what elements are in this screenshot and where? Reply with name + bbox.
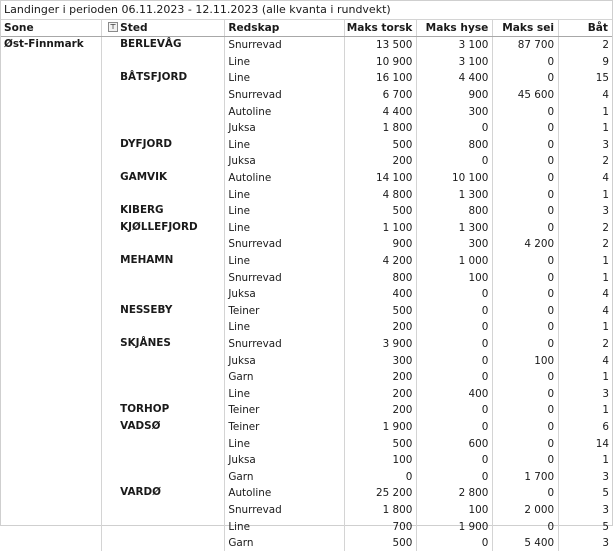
bat-cell: 4 [559,303,612,320]
maks-sei-cell: 0 [493,54,559,71]
table-row [1,54,612,71]
zone-cell [1,303,102,320]
maks-hyse-cell: 1 300 [417,186,493,203]
maks-hyse-cell: 0 [417,402,493,419]
maks-torsk-cell: 200 [345,319,417,336]
zone-cell [1,452,102,469]
bat-cell: 1 [559,253,612,270]
maks-torsk-cell: 200 [345,402,417,419]
table-row [1,502,612,519]
sted-cell: VARDØ [102,485,225,502]
zone-cell [1,87,102,104]
sted-cell [102,120,225,137]
bat-cell: 4 [559,170,612,187]
maks-sei-cell: 4 200 [493,236,559,253]
table-row [1,70,612,87]
maks-torsk-cell: 10 900 [345,54,417,71]
maks-hyse-cell: 0 [417,452,493,469]
header-sted [102,20,225,37]
maks-torsk-cell: 6 700 [345,87,417,104]
redskap-cell: Teiner [225,402,345,419]
sted-cell [102,319,225,336]
sted-cell: BERLEVÅG [102,37,225,54]
table-row [1,269,612,286]
table-row [1,186,612,203]
zone-cell [1,153,102,170]
redskap-cell: Garn [225,468,345,485]
maks-sei-cell: 45 600 [493,87,559,104]
redskap-cell: Snurrevad [225,236,345,253]
maks-hyse-cell: 0 [417,120,493,137]
maks-sei-cell: 0 [493,319,559,336]
redskap-cell: Snurrevad [225,37,345,54]
redskap-cell: Snurrevad [225,269,345,286]
table-row [1,468,612,485]
sted-cell: GAMVIK [102,170,225,187]
bat-cell: 3 [559,385,612,402]
zone-cell [1,319,102,336]
maks-hyse-cell: 600 [417,435,493,452]
maks-sei-cell: 0 [493,485,559,502]
sted-cell [102,87,225,104]
maks-sei-cell: 0 [493,286,559,303]
maks-hyse-cell: 300 [417,103,493,120]
sted-cell [102,435,225,452]
maks-sei-cell: 0 [493,120,559,137]
maks-torsk-cell: 1 800 [345,120,417,137]
maks-hyse-cell: 800 [417,203,493,220]
maks-torsk-cell: 1 100 [345,220,417,237]
zone-cell [1,502,102,519]
maks-hyse-cell: 0 [417,336,493,353]
table-row [1,369,612,386]
maks-hyse-cell: 0 [417,369,493,386]
table-row [1,435,612,452]
table-row [1,170,612,187]
bat-cell: 3 [559,203,612,220]
table-row [1,103,612,120]
sted-cell [102,385,225,402]
maks-sei-cell: 0 [493,186,559,203]
maks-hyse-cell: 1 900 [417,518,493,535]
maks-sei-cell: 0 [493,419,559,436]
zone-cell [1,385,102,402]
maks-sei-cell: 0 [493,435,559,452]
maks-torsk-cell: 1 800 [345,502,417,519]
table-row [1,203,612,220]
bat-cell: 2 [559,37,612,54]
redskap-cell: Juksa [225,452,345,469]
maks-hyse-cell: 0 [417,319,493,336]
bat-cell: 3 [559,535,612,551]
sted-cell: TORHOP [102,402,225,419]
zone-cell [1,269,102,286]
redskap-cell: Line [225,253,345,270]
redskap-cell: Line [225,54,345,71]
bat-cell: 1 [559,452,612,469]
redskap-cell: Garn [225,369,345,386]
table-row [1,220,612,237]
bat-cell: 1 [559,269,612,286]
maks-sei-cell: 0 [493,336,559,353]
zone-cell [1,435,102,452]
redskap-cell: Juksa [225,153,345,170]
table-row [1,137,612,154]
bat-cell: 1 [559,103,612,120]
maks-torsk-cell: 4 200 [345,253,417,270]
redskap-cell: Autoline [225,170,345,187]
table-row [1,535,612,551]
header-sted-label: Sted [120,22,147,34]
redskap-cell: Line [225,186,345,203]
zone-cell [1,236,102,253]
sted-cell [102,468,225,485]
redskap-cell: Snurrevad [225,336,345,353]
maks-sei-cell: 0 [493,70,559,87]
maks-torsk-cell: 800 [345,269,417,286]
table-row [1,236,612,253]
redskap-cell: Snurrevad [225,502,345,519]
maks-sei-cell: 0 [493,402,559,419]
maks-hyse-cell: 100 [417,502,493,519]
sted-cell [102,269,225,286]
maks-hyse-cell: 100 [417,269,493,286]
report-title: Landinger i perioden 06.11.2023 - 12.11.2023 (alle kvanta i rundvekt) [1,1,612,20]
maks-sei-cell: 0 [493,303,559,320]
bat-cell: 4 [559,286,612,303]
maks-sei-cell: 0 [493,385,559,402]
bat-cell: 6 [559,419,612,436]
bat-cell: 14 [559,435,612,452]
table-row [1,419,612,436]
header-maks-sei: Maks sei [493,20,559,37]
redskap-cell: Line [225,203,345,220]
bat-cell: 15 [559,70,612,87]
redskap-cell: Juksa [225,352,345,369]
sted-cell: NESSEBY [102,303,225,320]
maks-hyse-cell: 0 [417,419,493,436]
maks-sei-cell: 87 700 [493,37,559,54]
maks-hyse-cell: 300 [417,236,493,253]
zone-cell [1,535,102,551]
header-maks-hyse: Maks hyse [417,20,493,37]
filter-icon[interactable]: ⊤ [108,22,118,32]
redskap-cell: Line [225,137,345,154]
maks-torsk-cell: 500 [345,303,417,320]
redskap-cell: Snurrevad [225,87,345,104]
zone-cell [1,103,102,120]
bat-cell: 2 [559,336,612,353]
redskap-cell: Line [225,70,345,87]
sted-cell [102,452,225,469]
sted-cell [102,535,225,551]
maks-hyse-cell: 0 [417,153,493,170]
table-row [1,153,612,170]
zone-cell [1,70,102,87]
bat-cell: 3 [559,137,612,154]
redskap-cell: Line [225,319,345,336]
maks-torsk-cell: 16 100 [345,70,417,87]
redskap-cell: Teiner [225,303,345,320]
bat-cell: 4 [559,352,612,369]
header-bat: Båt [559,20,612,37]
sted-cell: VADSØ [102,419,225,436]
zone-cell [1,253,102,270]
header-maks-torsk: Maks torsk [345,20,417,37]
maks-torsk-cell: 500 [345,203,417,220]
zone-cell [1,137,102,154]
zone-cell [1,518,102,535]
maks-torsk-cell: 25 200 [345,485,417,502]
sted-cell [102,502,225,519]
table-row [1,319,612,336]
table-row [1,37,612,54]
maks-hyse-cell: 2 800 [417,485,493,502]
redskap-cell: Line [225,518,345,535]
sted-cell: KIBERG [102,203,225,220]
maks-torsk-cell: 13 500 [345,37,417,54]
redskap-cell: Line [225,385,345,402]
maks-torsk-cell: 200 [345,153,417,170]
maks-torsk-cell: 14 100 [345,170,417,187]
maks-hyse-cell: 800 [417,137,493,154]
maks-torsk-cell: 400 [345,286,417,303]
zone-cell [1,468,102,485]
redskap-cell: Line [225,220,345,237]
zone-cell [1,419,102,436]
header-redskap: Redskap [225,20,345,37]
maks-hyse-cell: 3 100 [417,54,493,71]
maks-hyse-cell: 1 000 [417,253,493,270]
maks-hyse-cell: 0 [417,468,493,485]
table-row [1,253,612,270]
redskap-cell: Juksa [225,120,345,137]
maks-torsk-cell: 3 900 [345,336,417,353]
maks-hyse-cell: 0 [417,286,493,303]
bat-cell: 1 [559,319,612,336]
bat-cell: 2 [559,220,612,237]
table-row [1,336,612,353]
redskap-cell: Garn [225,535,345,551]
table-row [1,352,612,369]
maks-torsk-cell: 1 900 [345,419,417,436]
table-row [1,87,612,104]
bat-cell: 2 [559,236,612,253]
bat-cell: 4 [559,87,612,104]
sted-cell [102,352,225,369]
maks-hyse-cell: 400 [417,385,493,402]
maks-torsk-cell: 0 [345,468,417,485]
maks-torsk-cell: 500 [345,137,417,154]
zone-cell [1,485,102,502]
table-row [1,485,612,502]
sted-cell [102,518,225,535]
sted-cell: BÅTSFJORD [102,70,225,87]
zone-cell [1,170,102,187]
sted-cell [102,236,225,253]
maks-sei-cell: 100 [493,352,559,369]
maks-torsk-cell: 100 [345,452,417,469]
bat-cell: 9 [559,54,612,71]
landings-table [1,20,612,551]
bat-cell: 5 [559,518,612,535]
header-sone: Sone [1,20,102,37]
zone-cell [1,336,102,353]
table-row [1,286,612,303]
bat-cell: 1 [559,120,612,137]
table-row [1,452,612,469]
sted-cell [102,369,225,386]
maks-torsk-cell: 900 [345,236,417,253]
maks-hyse-cell: 1 300 [417,220,493,237]
maks-sei-cell: 1 700 [493,468,559,485]
zone-cell [1,286,102,303]
zone-cell [1,54,102,71]
maks-hyse-cell: 3 100 [417,37,493,54]
bat-cell: 1 [559,186,612,203]
maks-torsk-cell: 300 [345,352,417,369]
maks-hyse-cell: 0 [417,303,493,320]
maks-hyse-cell: 10 100 [417,170,493,187]
maks-sei-cell: 0 [493,452,559,469]
zone-cell: Øst-Finnmark [1,37,102,54]
zone-cell [1,120,102,137]
maks-sei-cell: 0 [493,369,559,386]
maks-sei-cell: 0 [493,170,559,187]
table-row [1,120,612,137]
zone-cell [1,352,102,369]
zone-cell [1,369,102,386]
sted-cell [102,54,225,71]
maks-torsk-cell: 500 [345,435,417,452]
maks-torsk-cell: 700 [345,518,417,535]
maks-sei-cell: 0 [493,137,559,154]
maks-torsk-cell: 200 [345,385,417,402]
maks-torsk-cell: 4 400 [345,103,417,120]
table-row [1,385,612,402]
sted-cell [102,103,225,120]
maks-hyse-cell: 4 400 [417,70,493,87]
table-body [1,37,612,551]
zone-cell [1,203,102,220]
sted-cell: DYFJORD [102,137,225,154]
maks-torsk-cell: 200 [345,369,417,386]
maks-sei-cell: 0 [493,103,559,120]
redskap-cell: Line [225,435,345,452]
table-row [1,303,612,320]
maks-hyse-cell: 0 [417,535,493,551]
maks-hyse-cell: 0 [417,352,493,369]
maks-sei-cell: 0 [493,253,559,270]
table-row [1,402,612,419]
maks-sei-cell: 5 400 [493,535,559,551]
sted-cell: MEHAMN [102,253,225,270]
maks-torsk-cell: 4 800 [345,186,417,203]
redskap-cell: Juksa [225,286,345,303]
sted-cell [102,286,225,303]
bat-cell: 1 [559,402,612,419]
bat-cell: 3 [559,468,612,485]
sted-cell: SKJÅNES [102,336,225,353]
maks-hyse-cell: 900 [417,87,493,104]
maks-sei-cell: 0 [493,220,559,237]
bat-cell: 3 [559,502,612,519]
maks-sei-cell: 2 000 [493,502,559,519]
sted-cell [102,153,225,170]
redskap-cell: Autoline [225,103,345,120]
zone-cell [1,402,102,419]
zone-cell [1,220,102,237]
table-row [1,518,612,535]
bat-cell: 1 [559,369,612,386]
maks-sei-cell: 0 [493,153,559,170]
sted-cell: KJØLLEFJORD [102,220,225,237]
header-row [1,20,612,37]
maks-torsk-cell: 500 [345,535,417,551]
bat-cell: 2 [559,153,612,170]
redskap-cell: Teiner [225,419,345,436]
bat-cell: 5 [559,485,612,502]
maks-sei-cell: 0 [493,518,559,535]
maks-sei-cell: 0 [493,203,559,220]
maks-sei-cell: 0 [493,269,559,286]
zone-cell [1,186,102,203]
sted-cell [102,186,225,203]
redskap-cell: Autoline [225,485,345,502]
